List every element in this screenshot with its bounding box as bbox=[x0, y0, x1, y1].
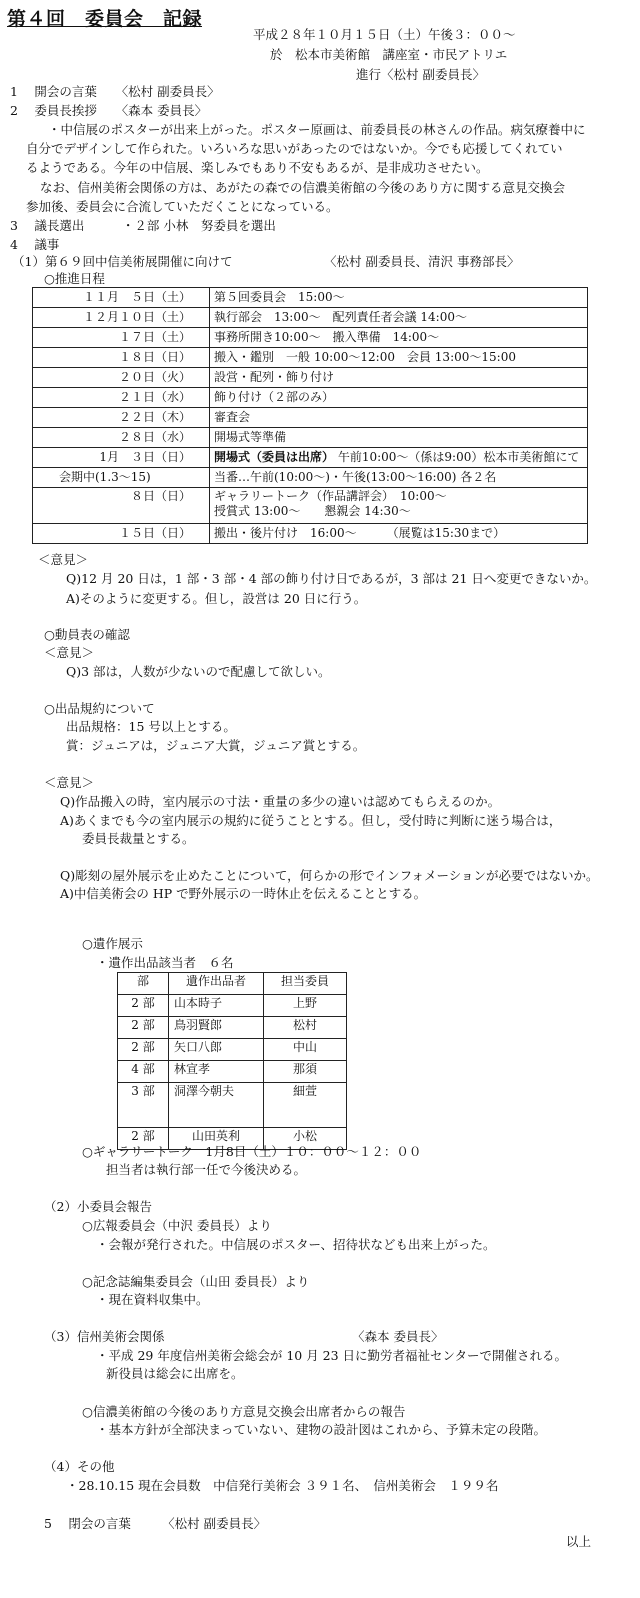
greeting-line: るようである。今年の中信展、楽しみでもあり不安もあるが、是非成功させたい。 bbox=[26, 160, 489, 175]
schedule-date: １８日（日） bbox=[33, 348, 210, 368]
gallery-talk: ○ギャラリートーク 1月8日（土）１０：００～１２：００ bbox=[82, 1144, 422, 1159]
table-row bbox=[33, 288, 588, 308]
table-cell: 2 部 bbox=[118, 1128, 169, 1150]
schedule-date: １１月 ５日（土） bbox=[33, 288, 210, 308]
table-cell: 4 部 bbox=[118, 1061, 169, 1083]
table-row bbox=[118, 1039, 347, 1061]
schedule-date: ２０日（火） bbox=[33, 368, 210, 388]
table-row bbox=[33, 408, 588, 428]
table-cell: 2 部 bbox=[118, 995, 169, 1017]
table-cell: 山本時子 bbox=[169, 995, 264, 1017]
schedule-event: 開場式等準備 bbox=[210, 428, 588, 448]
gallery-talk-note: 担当者は執行部一任で今後決める。 bbox=[106, 1162, 307, 1177]
schedule-date: １２月１０日（土） bbox=[33, 308, 210, 328]
table-cell: 細萱 bbox=[264, 1083, 347, 1128]
table-row bbox=[33, 468, 588, 488]
meeting-chair: 進行〈松村 副委員長〉 bbox=[356, 67, 485, 82]
member-count: ・28.10.15 現在会員数 中信発行美術会 ３９１名、 信州美術会 １９９名 bbox=[66, 1478, 499, 1493]
schedule-date: 会期中(1.3～15) bbox=[33, 468, 210, 488]
opinions-heading: ＜意見＞ bbox=[44, 645, 95, 660]
column-header: 部 bbox=[118, 973, 169, 995]
schedule-event: 飾り付け（２部のみ） bbox=[210, 388, 588, 408]
subsection-exhibition-by: 〈松村 副委員長、清沢 事務部長〉 bbox=[324, 254, 520, 269]
schedule-event bbox=[210, 448, 588, 468]
museum-report-line: ・基本方針が全部決まっていない、建物の設計図はこれから、予算未定の段階。 bbox=[96, 1422, 547, 1437]
greeting-line: 自分でデザインして作られた。いろいろな思いがあったのではないか。今でも応援してくれてい bbox=[26, 141, 563, 156]
table-row bbox=[33, 524, 588, 544]
shinshu-line: 新役員は総会に出席を。 bbox=[106, 1366, 244, 1381]
table-cell: 矢口八郎 bbox=[169, 1039, 264, 1061]
table-cell: 上野 bbox=[264, 995, 347, 1017]
question: Q)作品搬入の時，室内展示の寸法・重量の多少の違いは認めてもらえるのか。 bbox=[60, 794, 501, 809]
table-row bbox=[33, 448, 588, 468]
schedule-heading: ○推進日程 bbox=[44, 271, 105, 286]
schedule-event: 事務所開き10:00～ 搬入準備 14:00～ bbox=[210, 328, 588, 348]
pr-committee-line: ・会報が発行された。中信展のポスター、招待状なども出来上がった。 bbox=[96, 1237, 496, 1252]
column-header: 遺作出品者 bbox=[169, 973, 264, 995]
memorial-book-line: ・現在資料収集中。 bbox=[96, 1292, 209, 1307]
other-heading: （4）その他 bbox=[44, 1459, 115, 1474]
table-row bbox=[33, 368, 588, 388]
table-cell: 3 部 bbox=[118, 1083, 169, 1128]
opinions-heading: ＜意見＞ bbox=[38, 552, 89, 567]
schedule-table bbox=[32, 287, 588, 544]
award-ceremony-line: 授賞式 13:00～ 懇親会 14:30～ bbox=[214, 504, 411, 518]
page-title: 第４回 委員会 記録 bbox=[7, 8, 203, 30]
memorial-heading: ○遺作展示 bbox=[82, 936, 143, 951]
table-cell: 松村 bbox=[264, 1017, 347, 1039]
rules-heading: ○出品規約について bbox=[44, 701, 155, 716]
schedule-date: ２２日（木） bbox=[33, 408, 210, 428]
greeting-line: 参加後、委員会に合流していただくことになっている。 bbox=[26, 199, 339, 214]
table-cell: 林宣孝 bbox=[169, 1061, 264, 1083]
table-cell: 鳥羽賢郎 bbox=[169, 1017, 264, 1039]
table-row bbox=[33, 488, 588, 524]
table-row bbox=[33, 388, 588, 408]
schedule-date: ２１日（水） bbox=[33, 388, 210, 408]
answer: A)あくまでも今の室内展示の規約に従うこととする。但し，受付時に判断に迷う場合は， bbox=[60, 813, 562, 828]
table-cell: 那須 bbox=[264, 1061, 347, 1083]
subcommittee-heading: （2）小委員会報告 bbox=[44, 1199, 152, 1214]
opening-ceremony-detail: 午前10:00～（係は9:00）松本市美術館にて bbox=[337, 450, 580, 464]
schedule-event: 第５回委員会 15:00～ bbox=[210, 288, 588, 308]
memorial-book-committee: ○記念誌編集委員会（山田 委員長）より bbox=[82, 1274, 310, 1289]
pr-committee: ○広報委員会（中沢 委員長）より bbox=[82, 1218, 272, 1233]
shinshu-by: 〈森本 委員長〉 bbox=[352, 1329, 444, 1344]
subsection-exhibition: （1）第６９回中信美術展開催に向けて bbox=[12, 254, 233, 269]
table-cell: 2 部 bbox=[118, 1017, 169, 1039]
schedule-event: 当番…午前(10:00～)・午後(13:00～16:00) 各２名 bbox=[210, 468, 588, 488]
agenda-item-chairperson: 3 議長選出 ・２部 小林 努委員を選出 bbox=[10, 218, 276, 233]
schedule-event: 執行部会 13:00～ 配列責任者会議 14:00～ bbox=[210, 308, 588, 328]
question: Q)12 月 20 日は，1 部・3 部・4 部の飾り付け日であるが，3 部は 21 日へ変更できないか。 bbox=[66, 571, 597, 586]
agenda-item-proceedings: 4 議事 bbox=[10, 237, 60, 252]
schedule-date: ２８日（水） bbox=[33, 428, 210, 448]
shinshu-line: ・平成 29 年度信州美術会総会が 10 月 23 日に勤労者福祉センターで開催される。 bbox=[96, 1348, 568, 1363]
table-row bbox=[33, 328, 588, 348]
schedule-event bbox=[210, 488, 588, 524]
table-row bbox=[118, 1083, 347, 1128]
agenda-item-closing: 5 閉会の言葉 〈松村 副委員長〉 bbox=[44, 1516, 267, 1531]
table-row bbox=[118, 1061, 347, 1083]
schedule-event: 搬出・後片付け 16:00～ （展覧は15:30まで） bbox=[210, 524, 588, 544]
shinshu-heading: （3）信州美術会関係 bbox=[44, 1329, 165, 1344]
schedule-event: 設営・配列・飾り付け bbox=[210, 368, 588, 388]
table-header-row bbox=[118, 973, 347, 995]
greeting-line: ・中信展のポスターが出来上がった。ポスター原画は、前委員長の林さんの作品。病気療養中に bbox=[48, 122, 586, 137]
answer: 委員長裁量とする。 bbox=[82, 831, 195, 846]
rules-line: 出品規格：15 号以上とする。 bbox=[66, 719, 236, 734]
schedule-date: １７日（土） bbox=[33, 328, 210, 348]
answer: A)中信美術会の HP で野外展示の一時休止を伝えることとする。 bbox=[60, 886, 427, 901]
table-cell: 2 部 bbox=[118, 1039, 169, 1061]
schedule-date: 1月 ３日（日） bbox=[33, 448, 210, 468]
table-row bbox=[33, 308, 588, 328]
table-cell: 中山 bbox=[264, 1039, 347, 1061]
memorial-count: ・遺作出品該当者 ６名 bbox=[96, 955, 234, 970]
schedule-date: ８日（日） bbox=[33, 488, 210, 524]
question: Q)彫刻の屋外展示を止めたことについて，何らかの形でインフォメーションが必要ではないか。 bbox=[60, 868, 599, 883]
answer: A)そのように変更する。但し，設営は 20 日に行う。 bbox=[66, 591, 367, 606]
agenda-item-opening: 1 開会の言葉 〈松村 副委員長〉 bbox=[10, 84, 220, 99]
meeting-place: 於 松本市美術館 講座室・市民アトリエ bbox=[270, 47, 508, 62]
museum-report-heading: ○信濃美術館の今後のあり方意見交換会出席者からの報告 bbox=[82, 1404, 406, 1419]
duty-roster-heading: ○動員表の確認 bbox=[44, 627, 130, 642]
meeting-datetime: 平成２８年１０月１５日（土）午後３：００～ bbox=[253, 27, 516, 42]
table-row bbox=[33, 428, 588, 448]
table-cell: 小松 bbox=[264, 1128, 347, 1150]
memorial-table bbox=[117, 972, 347, 1150]
schedule-event: 審査会 bbox=[210, 408, 588, 428]
greeting-line: なお、信州美術会関係の方は、あがたの森での信濃美術館の今後のあり方に関する意見交換会 bbox=[40, 180, 566, 195]
schedule-date: １５日（日） bbox=[33, 524, 210, 544]
schedule-event: 搬入・鑑別 一般 10:00～12:00 会員 13:00～15:00 bbox=[210, 348, 588, 368]
gallery-talk-line: ギャラリートーク（作品講評会） 10:00～ bbox=[214, 489, 447, 503]
question: Q)3 部は，人数が少ないので配慮して欲しい。 bbox=[66, 664, 331, 679]
column-header: 担当委員 bbox=[264, 973, 347, 995]
table-cell: 山田英利 bbox=[169, 1128, 264, 1150]
table-row bbox=[118, 995, 347, 1017]
end-mark: 以上 bbox=[566, 1534, 592, 1549]
opening-ceremony-label: 開場式（委員は出席） bbox=[214, 450, 335, 464]
rules-line: 賞：ジュニアは，ジュニア大賞，ジュニア賞とする。 bbox=[66, 738, 366, 753]
table-row bbox=[118, 1017, 347, 1039]
opinions-heading: ＜意見＞ bbox=[44, 775, 95, 790]
table-cell: 洞澤今朝夫 bbox=[169, 1083, 264, 1128]
agenda-item-greeting: 2 委員長挨拶 〈森本 委員長〉 bbox=[10, 103, 208, 118]
table-row bbox=[33, 348, 588, 368]
